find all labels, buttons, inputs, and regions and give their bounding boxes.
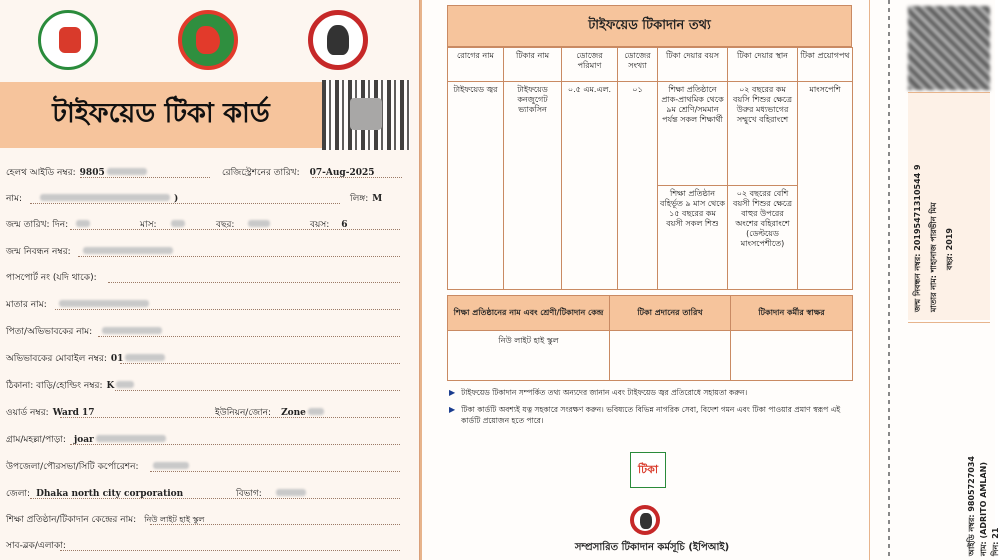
- card-title: টাইফয়েড টিকা কার্ড: [52, 97, 270, 129]
- redacted-block: [116, 381, 134, 388]
- redacted-block: [171, 220, 185, 227]
- epi-logo: [308, 10, 368, 70]
- logo-row: [0, 8, 420, 78]
- dotted-line: [150, 471, 400, 472]
- sex-value: M: [372, 194, 383, 204]
- table-header: টিকা দেয়ার বয়স: [658, 48, 728, 82]
- note-text: টাইফয়েড টিকাদান সম্পর্কিত তথ্য অন্যদের জানান এবং টাইফয়েড জ্বর প্রতিরোধে সহায়তা করুন।: [461, 388, 748, 397]
- vaccination-table: [447, 47, 853, 290]
- redacted-block: [40, 194, 170, 201]
- vaccine-cell: টাইফয়েড কনজুগেট ভ্যাকসিন: [504, 82, 562, 290]
- dob-day-label: জন্ম তারিখ: দিন:: [6, 220, 69, 230]
- village-value: joar: [73, 435, 94, 445]
- mother-label: মাতার নাম:: [6, 300, 47, 310]
- dotted-line: [98, 336, 400, 337]
- dotted-line: [150, 524, 400, 525]
- government-seal-logo: [178, 10, 238, 70]
- guardian-mobile-label: অভিভাবকের মোবাইল নম্বর:: [6, 354, 107, 364]
- union-label: ইউনিয়ন/জোন:: [215, 408, 272, 418]
- epi-caption: সম্প্রসারিত টিকাদান কর্মসূচি (ইপিআই): [574, 542, 730, 553]
- strip-text: নাম: (ADRITO AMLAN): [979, 462, 988, 556]
- dotted-line: [60, 550, 400, 551]
- upazila-label: উপজেলা/পৌরসভা/সিটি কর্পোরেশন:: [6, 462, 139, 472]
- dotted-line: [70, 229, 400, 230]
- redacted-block: [276, 489, 306, 496]
- redacted-block: [125, 354, 165, 361]
- union-value: Zone: [281, 408, 306, 418]
- age-label: বয়স:: [310, 220, 330, 230]
- age-value: 6: [341, 220, 348, 230]
- table-header: টিকা দেয়ার স্থান: [728, 48, 798, 82]
- village-label: গ্রাম/মহল্লা/পাড়া:: [6, 435, 66, 445]
- center-value: নিউ লাইট হাই স্কুল: [144, 515, 205, 524]
- disease-cell: টাইফয়েড জ্বর: [448, 82, 504, 290]
- dotted-line: [120, 363, 400, 364]
- perforation-line: [888, 0, 890, 560]
- redacted-block: [308, 408, 324, 415]
- dotted-line: [115, 390, 400, 391]
- health-ministry-logo: [38, 10, 98, 70]
- birth-reg-label: জন্ম নিবন্ধন নম্বর:: [6, 247, 71, 257]
- name-value: ): [174, 194, 179, 204]
- address-value: K: [106, 381, 115, 391]
- note-item: [449, 404, 849, 427]
- sex-field: [350, 191, 382, 206]
- redacted-block: [107, 168, 147, 175]
- table-header: শিক্ষা প্রতিষ্ঠানের নাম এবং শ্রেণী/টিকাদান কেন্দ্র: [448, 296, 610, 331]
- table-header: টিকাদান কর্মীর স্বাক্ষর: [731, 296, 853, 331]
- strip-text: দিন: 21: [991, 527, 1000, 556]
- table-row: [448, 82, 853, 186]
- card-title-band: [0, 82, 322, 148]
- table-header: টিকার নাম: [504, 48, 562, 82]
- table-header: টিকা প্রয়োগপথ: [798, 48, 853, 82]
- dotted-line: [70, 444, 400, 445]
- father-label: পিতা/অভিভাবকের নাম:: [6, 327, 93, 337]
- subblock-field: [6, 538, 66, 553]
- address-label: ঠিকানা: বাড়ি/হোল্ডিং নম্বর:: [6, 381, 103, 391]
- site-rule-cell: ০২ বছরের কম বয়সি শিশুর ক্ষেত্রে উরুর মধ্যভাগের সম্মুখে বহিরাংশে: [728, 82, 798, 186]
- school-cell: নিউ লাইট হাই স্কুল: [448, 331, 610, 381]
- sex-label: লিঙ্গ:: [350, 194, 369, 204]
- district-label: জেলা:: [6, 489, 31, 499]
- strip-text: মাতার নাম: শাহানাজ পারভীন মিম: [929, 202, 938, 312]
- health-id-value: 9805: [79, 168, 105, 178]
- redacted-block: [102, 327, 162, 334]
- vaccination-table-header-row: [448, 48, 853, 82]
- arrow-icon: ▶: [449, 405, 456, 414]
- dotted-line: [55, 309, 400, 310]
- district-value: Dhaka north city corporation: [36, 489, 184, 499]
- vaccination-info-title: [447, 5, 852, 47]
- dotted-line: [80, 177, 210, 178]
- health-id-label: হেলথ আইডি নম্বর:: [6, 168, 76, 178]
- table-header: ডোজের পরিমাণ: [562, 48, 618, 82]
- strip-text: জন্ম নিবন্ধন নম্বর: 20195471310544 9: [913, 164, 922, 312]
- qr-code: [908, 6, 990, 90]
- vaccination-record-table: [447, 295, 853, 381]
- redacted-block: [83, 247, 173, 254]
- dotted-line: [60, 417, 400, 418]
- center-label: শিক্ষা প্রতিষ্ঠান/টিকাদান কেন্দ্রের নাম:: [6, 515, 137, 525]
- passport-label: পাসপোর্ট নং (যদি থাকে):: [6, 273, 97, 283]
- route-cell: মাংসপেশি: [798, 82, 853, 290]
- vaccination-info-page: [420, 0, 870, 560]
- redacted-block: [248, 220, 270, 227]
- record-header-row: [448, 296, 853, 331]
- dotted-line: [30, 203, 340, 204]
- dotted-line: [30, 498, 400, 499]
- card-front-page: [0, 0, 420, 560]
- dob-year-label: বছর:: [216, 220, 235, 230]
- table-header: রোগের নাম: [448, 48, 504, 82]
- qr-code: [322, 80, 410, 150]
- registration-date-label: রেজিস্ট্রেশনের তারিখ:: [222, 168, 300, 178]
- redacted-block: [76, 220, 90, 227]
- signature-cell: [731, 331, 853, 381]
- vaccination-info-title-text: টাইফয়েড টিকাদান তথ্য: [588, 17, 711, 33]
- redacted-block: [59, 300, 149, 307]
- redacted-block: [96, 435, 166, 442]
- epi-logo: [630, 505, 660, 535]
- ward-value: Ward 17: [52, 408, 95, 418]
- site-rule-cell: ০২ বছরের বেশি বয়সী শিশুর ক্ষেত্রে বাহুর উপরের অংশের বহিরাংশে (ডেল্টয়েড মাংসপেশীতে): [728, 186, 798, 290]
- table-row: [448, 331, 853, 381]
- note-text: টিকা কার্ডটি অবশ্যই যত্ন সহকারে সংরক্ষণ করুন। ভবিষ্যতে বিভিন্ন নাগরিক সেবা, বিদেশ গমন এবং টিকা পাওয়ার প্রমাণ স্বরূপ এই কার্ডটি প্রয়োজন হতে পারে।: [461, 405, 841, 426]
- tika-badge-text: টিকা: [637, 462, 659, 476]
- date-cell: [610, 331, 731, 381]
- passport-field: [6, 270, 97, 285]
- ward-label: ওয়ার্ড নম্বর:: [6, 408, 49, 418]
- guardian-mobile-value: 01: [110, 354, 124, 364]
- strip-text: আইডি নম্বর: 9805727034: [967, 456, 976, 556]
- dose-amount-cell: ০.৫ এম.এল.: [562, 82, 618, 290]
- note-item: [449, 387, 849, 399]
- division-label: বিভাগ:: [236, 489, 262, 499]
- strip-text: বছর: 2019: [945, 228, 954, 270]
- dotted-line: [78, 256, 400, 257]
- arrow-icon: ▶: [449, 388, 456, 397]
- dob-month-label: মাস:: [140, 220, 157, 230]
- name-label: নাম:: [6, 194, 23, 204]
- redacted-block: [153, 462, 189, 469]
- table-header: ডোজের সংখ্যা: [618, 48, 658, 82]
- registration-date-value: 07-Aug-2025: [309, 168, 375, 178]
- age-rule-cell: শিক্ষা প্রতিষ্ঠানে প্রাক-প্রাথমিক থেকে ৯ম শ্রেণি/সমমান পর্যন্ত সকল শিক্ষার্থী: [658, 82, 728, 186]
- age-rule-cell: শিক্ষা প্রতিষ্ঠান বহির্ভূত ৯ মাস থেকে ১৫ বছরের কম বয়সী সকল শিশু: [658, 186, 728, 290]
- dotted-line: [312, 177, 402, 178]
- subblock-label: সাব-ব্লক/এলাকা:: [6, 541, 66, 551]
- counterfoil-strip: [870, 0, 1000, 560]
- tika-badge-logo: [630, 452, 666, 488]
- dotted-line: [108, 282, 400, 283]
- dose-count-cell: ০১: [618, 82, 658, 290]
- table-header: টিকা প্রদানের তারিখ: [610, 296, 731, 331]
